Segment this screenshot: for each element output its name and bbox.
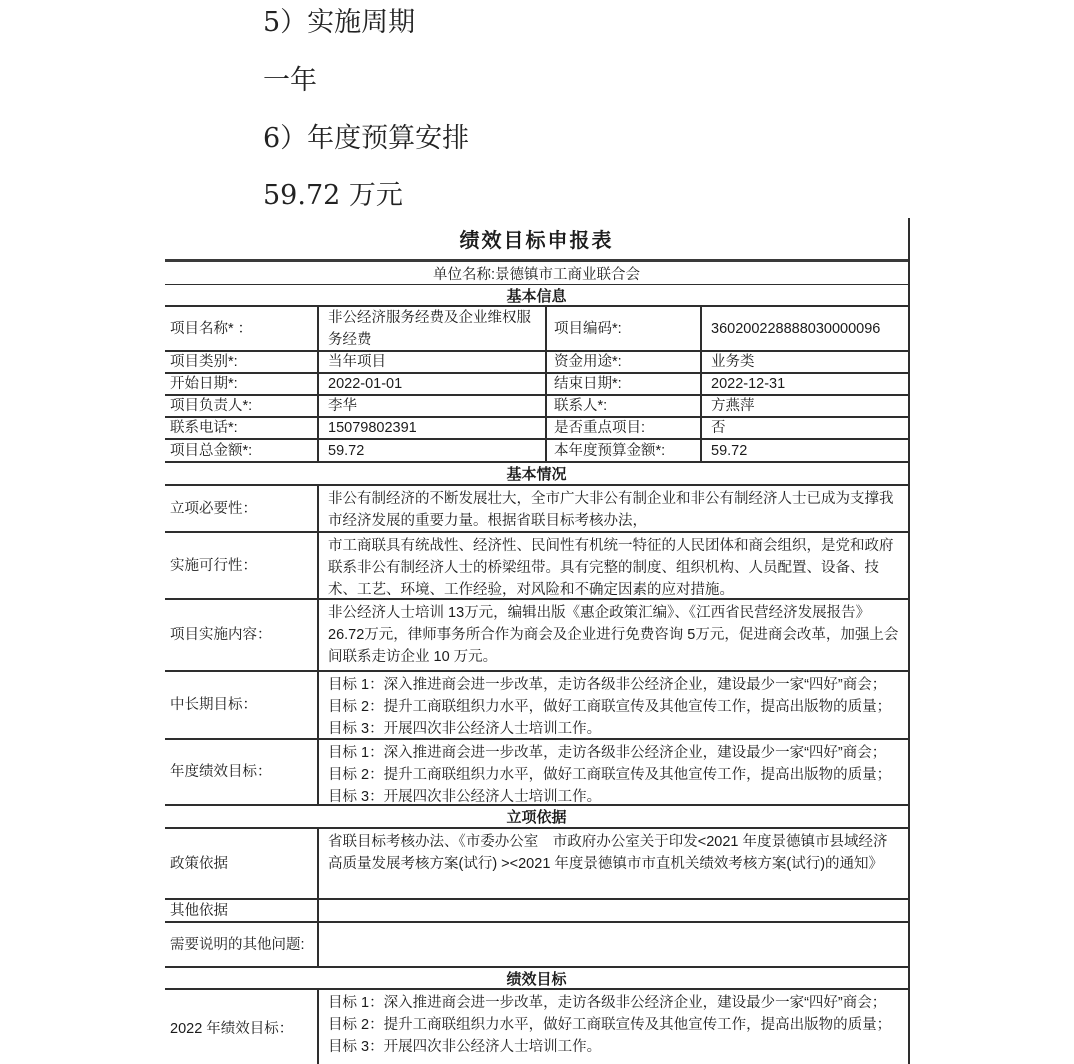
form-title-row [165,218,908,262]
field-value [700,418,908,438]
field-value [317,418,545,438]
field-value [317,396,545,416]
field-value [317,740,908,804]
field-label-text: 资金用途*: [554,354,622,370]
form-title: 绩效目标申报表 [459,230,614,252]
field-value [317,440,545,461]
field-row-wide [165,600,908,672]
field-value [317,923,908,966]
field-label [165,374,317,394]
field-label-text: 项目负责人*: [170,398,253,414]
field-label [165,900,317,921]
field-row-wide [165,533,908,600]
field-row [165,374,908,396]
section-header-row [165,285,908,307]
field-label [165,307,317,350]
section-header-row [165,806,908,829]
field-label [545,352,700,372]
field-label [165,486,317,531]
field-value-text: 2022-12-31 [711,376,786,392]
field-value-text: 非公有制经济的不断发展壮大，全市广大非公有制企业和非公有制经济人士已成为支撑我市经济发展的重要力量。根据省联目标考核办法， [328,491,894,529]
field-label-text: 是否重点项目: [554,420,646,436]
form-rows-container [165,285,908,1064]
intro-line-annual-budget: 6）年度预算安排 [263,123,470,154]
field-row [165,352,908,374]
intro-line-implementation-period: 5）实施周期 [263,7,416,38]
field-label [545,418,700,438]
field-value-text: 李华 [328,398,357,414]
field-label [545,440,700,461]
field-label-text: 开始日期*: [170,376,238,392]
unit-name: 单位名称:景德镇市工商业联合会 [432,266,641,283]
field-value-text: 目标 1：深入推进商会进一步改革，走访各级非公经济企业，建设最少一家“四好”商会； 目标 2：提升工商联组织力水平，做好工商联宣传及其他宣传工作，提高出版物的质量； 目标 3：开展四次非公经济人士培训工作。 [328,677,908,737]
field-label-text: 年度绩效目标： [170,764,272,780]
field-label-text: 其他依据 [170,902,228,919]
field-label [545,396,700,416]
field-label [165,600,317,670]
field-value [700,307,908,350]
intro-line-one-year: 一年 [263,65,317,96]
field-label [165,352,317,372]
field-label [165,740,317,804]
field-row-wide [165,923,908,968]
section-header-row [165,463,908,486]
field-value-text: 业务类 [711,354,755,370]
field-value-text: 市工商联具有统战性、经济性、民间性有机统一特征的人民团体和商会组织，是党和政府联系非公有制经济人士的桥梁纽带。具有完整的制度、组织机构、人员配置、设备、技术、工艺、环境、工作经验，对风险和不确定因素的应对措施。 [328,538,894,598]
field-row-wide [165,740,908,806]
field-label [165,829,317,898]
field-label [165,990,317,1064]
field-value-text: 方燕萍 [711,398,755,414]
field-row-wide [165,672,908,740]
field-value-text: 59.72 [711,442,748,459]
field-value [700,352,908,372]
field-value-text: 目标 1：深入推进商会进一步改革，走访各级非公经济企业，建设最少一家“四好”商会； 目标 2：提升工商联组织力水平，做好工商联宣传及其他宣传工作，提高出版物的质量； 目标 3：开展四次非公经济人士培训工作。 [328,995,899,1055]
field-label-text: 本年度预算金额*: [554,442,666,459]
field-label-text: 实施可行性： [170,557,257,574]
field-label [165,418,317,438]
field-value-text: 省联目标考核办法、《市委办公室 市政府办公室关于印发<2021 年度景德镇市县域经济高质量发展考核方案(试行) ><2021 年度景德镇市市直机关绩效考核方案(试行)的通知》 [328,834,888,872]
performance-target-form [165,218,910,1064]
field-row-wide [165,829,908,900]
field-value [317,600,908,670]
field-value-text: 59.72 [328,442,365,459]
field-label-text: 项目实施内容： [170,627,272,643]
field-label-text: 政策依据 [170,855,228,872]
field-label-text: 需要说明的其他问题: [170,936,305,953]
field-value-text: 当年项目 [328,354,386,370]
field-label-text: 项目编码*: [554,320,622,337]
field-label-text: 立项必要性： [170,500,257,517]
field-value [317,352,545,372]
field-value-text: 非公经济服务经费及企业维权服务经费 [328,309,531,348]
section-header-row [165,968,908,990]
field-value-text: 非公经济人士培训 13万元，编辑出版《惠企政策汇编》、《江西省民营经济发展报告》 26.72万元，律师事务所合作为商会及企业进行免费咨询 5万元，促进商会改革，加强上会间联系走访企业 10 万元。 [328,605,899,665]
section-header-label: 基本情况 [506,466,567,483]
field-value [317,533,908,598]
field-label [165,923,317,966]
field-label-text: 项目总金额*: [170,442,253,459]
field-row [165,396,908,418]
field-value-text: 目标 1：深入推进商会进一步改革，走访各级非公经济企业，建设最少一家“四好”商会； 目标 2：提升工商联组织力水平，做好工商联宣传及其他宣传工作，提高出版物的质量； 目标 3：开展四次非公经济人士培训工作。 [328,745,908,805]
section-header-label: 基本信息 [506,287,567,305]
field-value [317,829,908,898]
field-row [165,440,908,463]
field-row-wide [165,900,908,923]
unit-name-row [165,262,908,285]
field-label-text: 结束日期*: [554,376,622,392]
field-row-wide [165,486,908,533]
field-label-text: 联系人*: [554,398,608,414]
field-value-text: 15079802391 [328,420,417,436]
field-value [317,486,908,531]
field-label [165,396,317,416]
field-label-text: 项目名称* ： [170,320,253,337]
field-label-text: 中长期目标： [170,697,257,713]
field-label [165,672,317,738]
field-label-text: 2022 年绩效目标： [170,1021,294,1037]
field-value [317,374,545,394]
field-value [700,440,908,461]
field-value [317,672,908,738]
field-value [700,374,908,394]
field-value-text: 否 [711,420,726,436]
intro-line-budget-amount: 59.72 万元 [263,180,403,211]
section-header-label: 绩效目标 [506,970,567,988]
field-value [700,396,908,416]
field-value [317,990,908,1064]
field-value-text: 2022-01-01 [328,376,403,392]
field-row [165,307,908,352]
field-label-text: 项目类别*: [170,354,238,370]
field-value [317,900,908,921]
field-label [545,374,700,394]
section-header-label: 立项依据 [506,809,567,826]
field-row-wide [165,990,908,1064]
field-row [165,418,908,440]
field-label [165,440,317,461]
field-label [545,307,700,350]
field-label [165,533,317,598]
field-value-text: 360200228888030000096 [711,320,881,337]
field-value [317,307,545,350]
field-label-text: 联系电话*: [170,420,238,436]
